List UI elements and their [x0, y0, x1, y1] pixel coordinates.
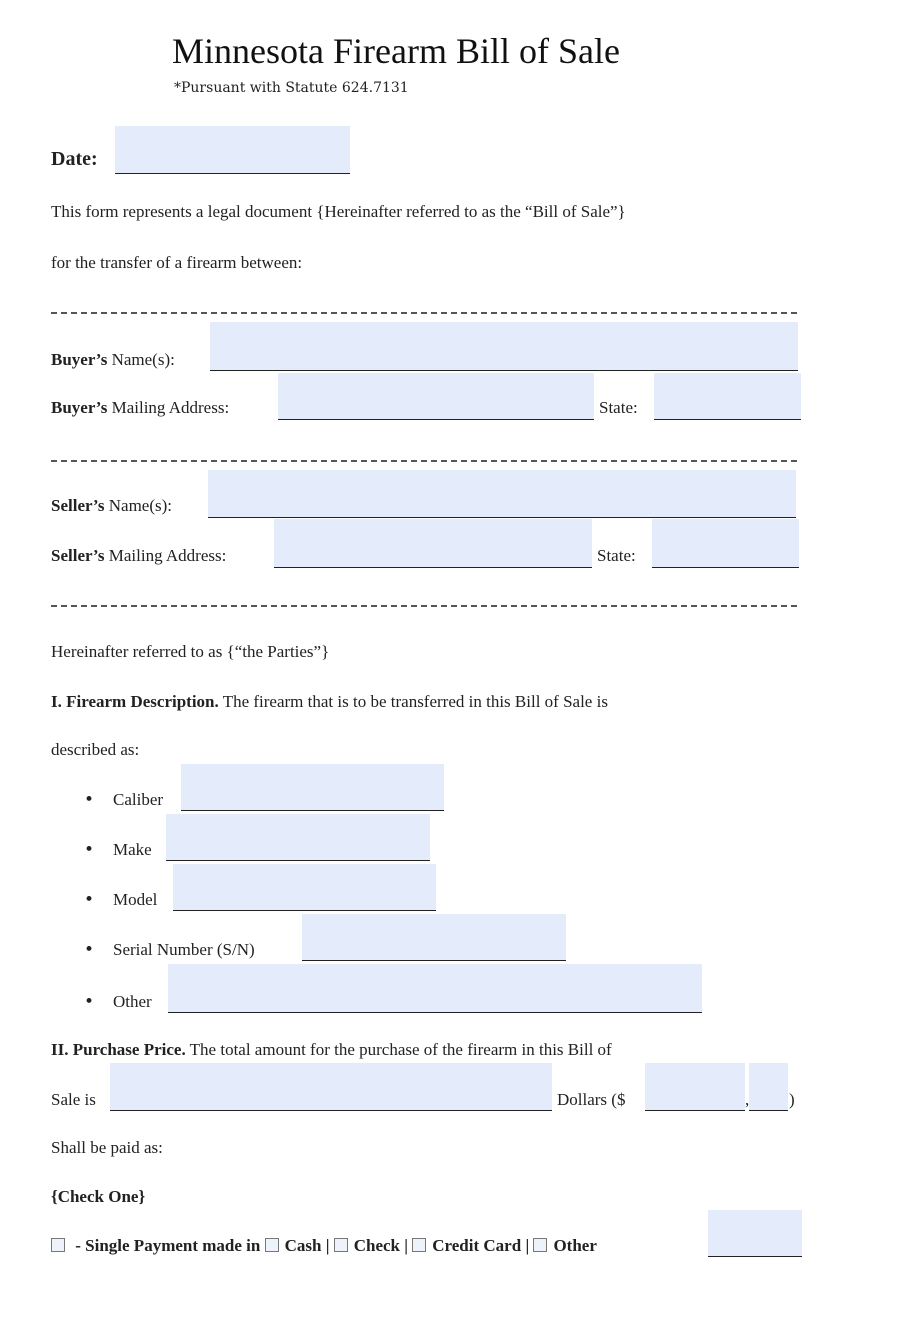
buyer-address-label: Buyer’s Mailing Address:	[51, 398, 230, 417]
serial-number-label: Serial Number (S/N)	[113, 940, 255, 959]
decimal-comma: ,	[745, 1090, 750, 1109]
buyer-state-field[interactable]	[654, 373, 801, 420]
bullet-icon: •	[84, 992, 95, 1012]
other-label: Other	[113, 992, 152, 1011]
make-field[interactable]	[166, 814, 430, 861]
intro-line-1: This form represents a legal document {Hereinafter referred to as the “Bill of Sale”}	[51, 202, 626, 221]
intro-line-2: for the transfer of a firearm between:	[51, 253, 303, 272]
closing-paren: )	[789, 1090, 795, 1109]
buyer-address-field[interactable]	[278, 373, 594, 420]
purchase-price-paragraph: II. Purchase Price. The total amount for the purchase of the firearm in this Bill of	[51, 1040, 612, 1059]
firearm-description-line-2: described as:	[51, 740, 140, 759]
check-checkbox[interactable]	[334, 1238, 348, 1252]
cash-checkbox[interactable]	[265, 1238, 279, 1252]
date-label: Date:	[51, 148, 98, 170]
other-description-field[interactable]	[168, 964, 702, 1013]
caliber-label: Caliber	[113, 790, 164, 809]
credit-card-checkbox[interactable]	[412, 1238, 426, 1252]
model-field[interactable]	[173, 864, 436, 911]
payment-options-row: - Single Payment made in Cash | Check | Credit Card | Other	[51, 1236, 597, 1256]
sale-is-label: Sale is	[51, 1090, 96, 1109]
other-payment-checkbox[interactable]	[533, 1238, 547, 1252]
seller-name-label: Seller’s Name(s):	[51, 496, 173, 515]
seller-name-field[interactable]	[208, 470, 796, 518]
paid-as-label: Shall be paid as:	[51, 1138, 163, 1157]
document-title: Minnesota Firearm Bill of Sale	[172, 31, 620, 71]
caliber-field[interactable]	[181, 764, 444, 811]
buyer-state-label: State:	[599, 398, 638, 417]
seller-address-field[interactable]	[274, 519, 592, 568]
seller-state-label: State:	[597, 546, 636, 565]
seller-state-field[interactable]	[652, 519, 799, 568]
bullet-icon: •	[84, 790, 95, 810]
dollars-amount-field[interactable]	[645, 1063, 745, 1111]
parties-text: Hereinafter referred to as {“the Parties”}	[51, 642, 330, 661]
buyer-name-field[interactable]	[210, 322, 798, 371]
serial-number-field[interactable]	[302, 914, 566, 961]
dollars-label: Dollars ($	[557, 1090, 626, 1109]
dashed-divider	[51, 312, 797, 314]
make-label: Make	[113, 840, 152, 859]
amount-words-field[interactable]	[110, 1063, 552, 1111]
check-one-label: {Check One}	[51, 1187, 146, 1206]
other-payment-field[interactable]	[708, 1210, 802, 1257]
model-label: Model	[113, 890, 158, 909]
bullet-icon: •	[84, 890, 95, 910]
cents-amount-field[interactable]	[749, 1063, 788, 1111]
dashed-divider	[51, 460, 797, 462]
bullet-icon: •	[84, 940, 95, 960]
date-field[interactable]	[115, 126, 350, 174]
seller-address-label: Seller’s Mailing Address:	[51, 546, 227, 565]
bullet-icon: •	[84, 840, 95, 860]
statute-subtitle: *Pursuant with Statute 624.7131	[174, 80, 409, 96]
buyer-name-label: Buyer’s Name(s):	[51, 350, 175, 369]
firearm-description-paragraph: I. Firearm Description. The firearm that is to be transferred in this Bill of Sale is	[51, 692, 608, 711]
single-payment-checkbox[interactable]	[51, 1238, 65, 1252]
dashed-divider	[51, 605, 797, 607]
